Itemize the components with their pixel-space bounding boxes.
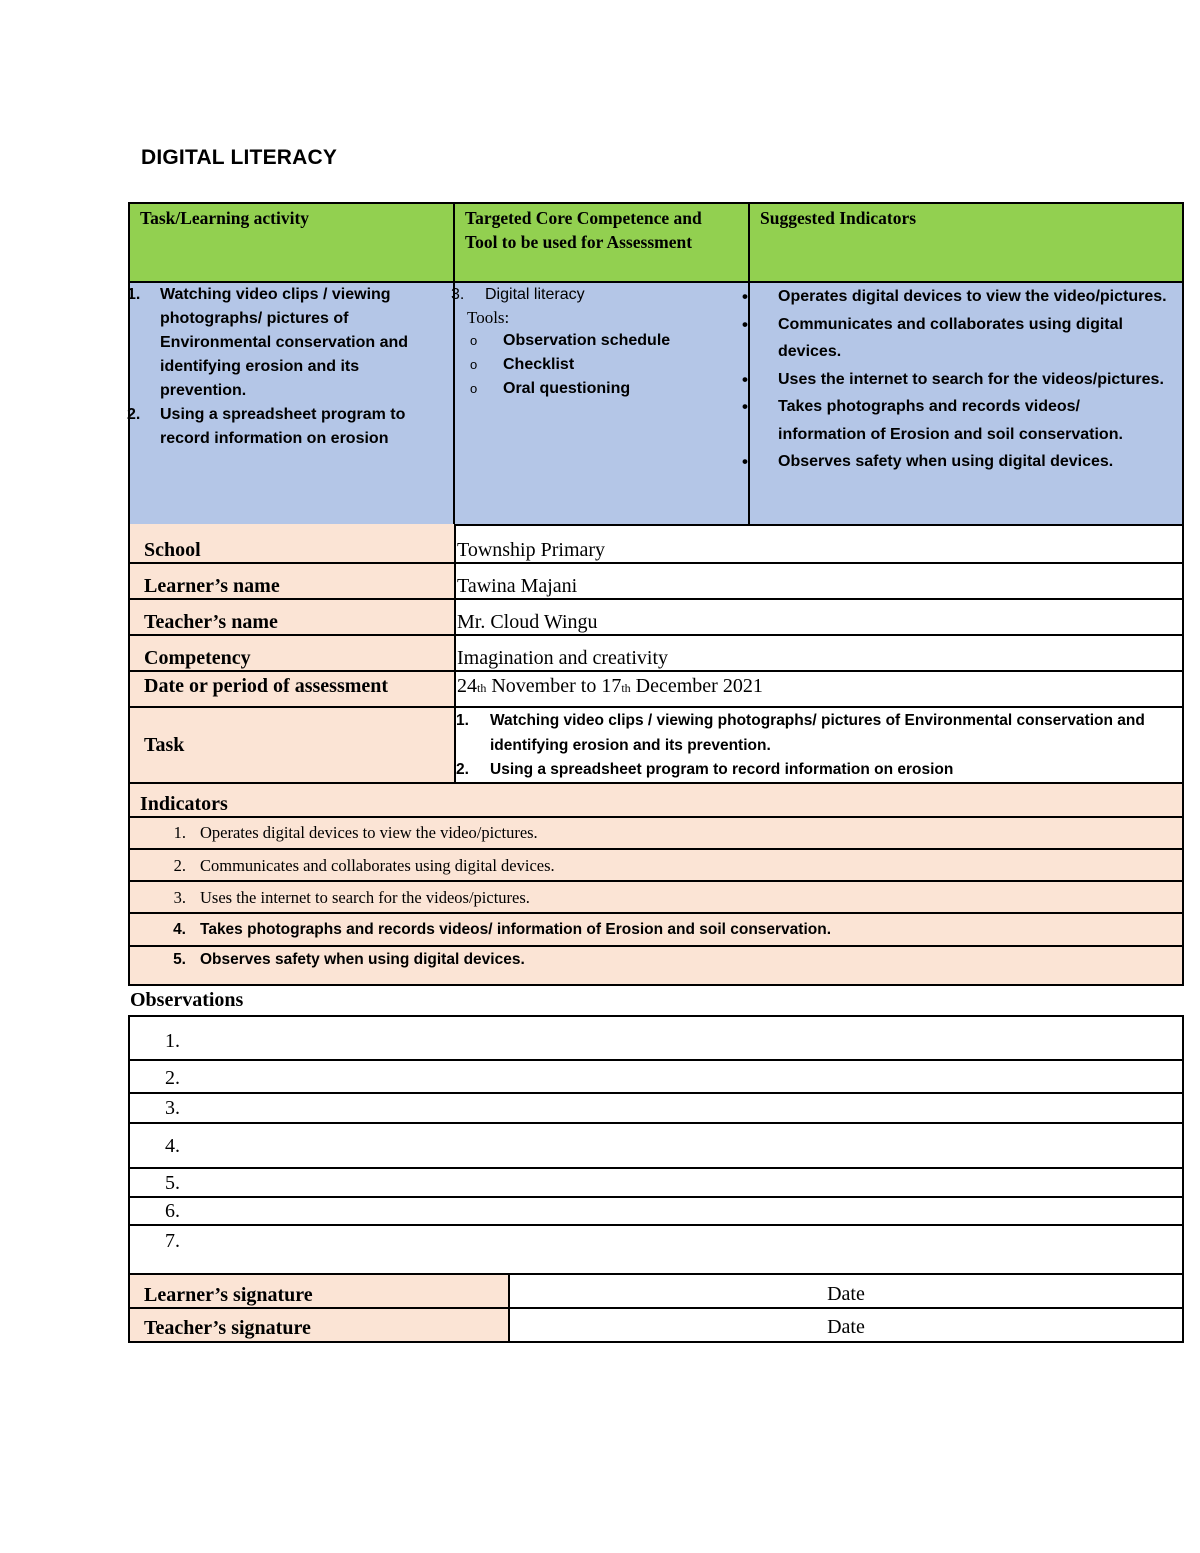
- activity-item: 2. Using a spreadsheet program to record information on erosion: [127, 406, 406, 447]
- suggested-indicator-item: • Takes photographs and records videos/ information of Erosion and soil conservation.: [750, 393, 1172, 448]
- indicator-row: 1. Operates digital devices to view the video/pictures.: [173, 822, 538, 842]
- bullet-icon: •: [742, 452, 748, 471]
- page-title: DIGITAL LITERACY: [141, 146, 338, 169]
- date-period-label: Date or period of assessment: [144, 675, 389, 697]
- row-divider: [128, 984, 1184, 986]
- task-label: Task: [144, 733, 185, 756]
- observations-label: Observations: [130, 989, 244, 1011]
- indicators-table: [128, 784, 1184, 986]
- tool-item: o Observation schedule: [503, 329, 738, 353]
- observation-row: 5.: [165, 1171, 180, 1194]
- header-task: Task/Learning activity: [130, 204, 455, 281]
- suggested-indicator-item: • Uses the internet to search for the videos/pictures.: [750, 366, 1172, 394]
- tools-list: [455, 329, 738, 401]
- indicator-row: 4. Takes photographs and records videos/ information of Erosion and soil conservation.: [173, 920, 832, 938]
- observation-row: 6.: [165, 1200, 180, 1222]
- competency-value: Imagination and creativity: [457, 647, 669, 669]
- task-item: 2. Using a spreadsheet program to record information on erosion: [456, 761, 954, 778]
- bullet-icon: •: [742, 397, 748, 416]
- activity-item: 1. Watching video clips / viewing photographs/ pictures of Environmental conservation and identifying erosion and its prevention.: [127, 286, 409, 399]
- tools-label: Tools:: [467, 308, 510, 327]
- teacher-signature-date: Date: [827, 1316, 865, 1338]
- observations-table: [128, 1017, 1184, 1275]
- learner-signature-label: Learner’s signature: [144, 1284, 313, 1306]
- indicator-row: 3. Uses the internet to search for the videos/pictures.: [173, 887, 530, 907]
- suggested-indicators-cell: [742, 283, 1182, 524]
- activities-cell: [127, 283, 455, 524]
- observation-row: 2.: [165, 1066, 180, 1089]
- bullet-icon: •: [742, 314, 748, 334]
- task-item: 1. Watching video clips / viewing photographs/ pictures of Environmental conservation and identifying erosion and its prevention.: [456, 712, 1145, 754]
- header-competence: Targeted Core Competence and Tool to be used for Assessment: [455, 204, 750, 281]
- observation-row: 4.: [165, 1134, 180, 1157]
- task-list: [456, 709, 1182, 781]
- learner-name-value: Tawina Majani: [457, 575, 578, 597]
- signature-table: [128, 1275, 1184, 1343]
- competence-table: [128, 202, 1184, 526]
- circle-bullet-icon: o: [470, 381, 478, 396]
- indicator-row: 5. Observes safety when using digital devices.: [173, 951, 525, 968]
- competence-cell: [451, 283, 750, 524]
- school-value: Township Primary: [457, 539, 606, 561]
- suggested-indicator-item: • Operates digital devices to view the video/pictures.: [750, 283, 1172, 311]
- teacher-name-value: Mr. Cloud Wingu: [457, 611, 598, 633]
- tool-item: o Oral questioning: [503, 377, 738, 401]
- learner-name-label: Learner’s name: [144, 575, 280, 597]
- teacher-name-label: Teacher’s name: [144, 611, 278, 633]
- circle-bullet-icon: o: [470, 333, 478, 348]
- circle-bullet-icon: o: [470, 357, 478, 372]
- tool-item: o Checklist: [503, 353, 738, 377]
- indicators-label: Indicators: [140, 793, 228, 815]
- header-indicators: Suggested Indicators: [750, 204, 1182, 281]
- observation-row: 1.: [165, 1029, 180, 1052]
- date-period-value: 24 $^{th}$ November to 17 $^{th}$ December 2021: [457, 675, 763, 697]
- learner-signature-date: Date: [827, 1283, 865, 1305]
- school-label: School: [144, 539, 201, 561]
- observation-row: 7.: [165, 1229, 180, 1252]
- info-table: [128, 524, 1184, 784]
- bullet-icon: •: [742, 369, 748, 389]
- suggested-indicator-item: • Observes safety when using digital devices.: [750, 448, 1172, 476]
- indicator-row: 2. Communicates and collaborates using digital devices.: [173, 855, 555, 875]
- competence-name: 3. Digital literacy: [451, 286, 585, 303]
- bullet-icon: •: [742, 287, 748, 306]
- observation-row: 3.: [165, 1096, 180, 1119]
- competency-label: Competency: [144, 647, 251, 669]
- teacher-signature-label: Teacher’s signature: [144, 1317, 311, 1339]
- suggested-indicator-item: • Communicates and collaborates using digital devices.: [750, 311, 1172, 366]
